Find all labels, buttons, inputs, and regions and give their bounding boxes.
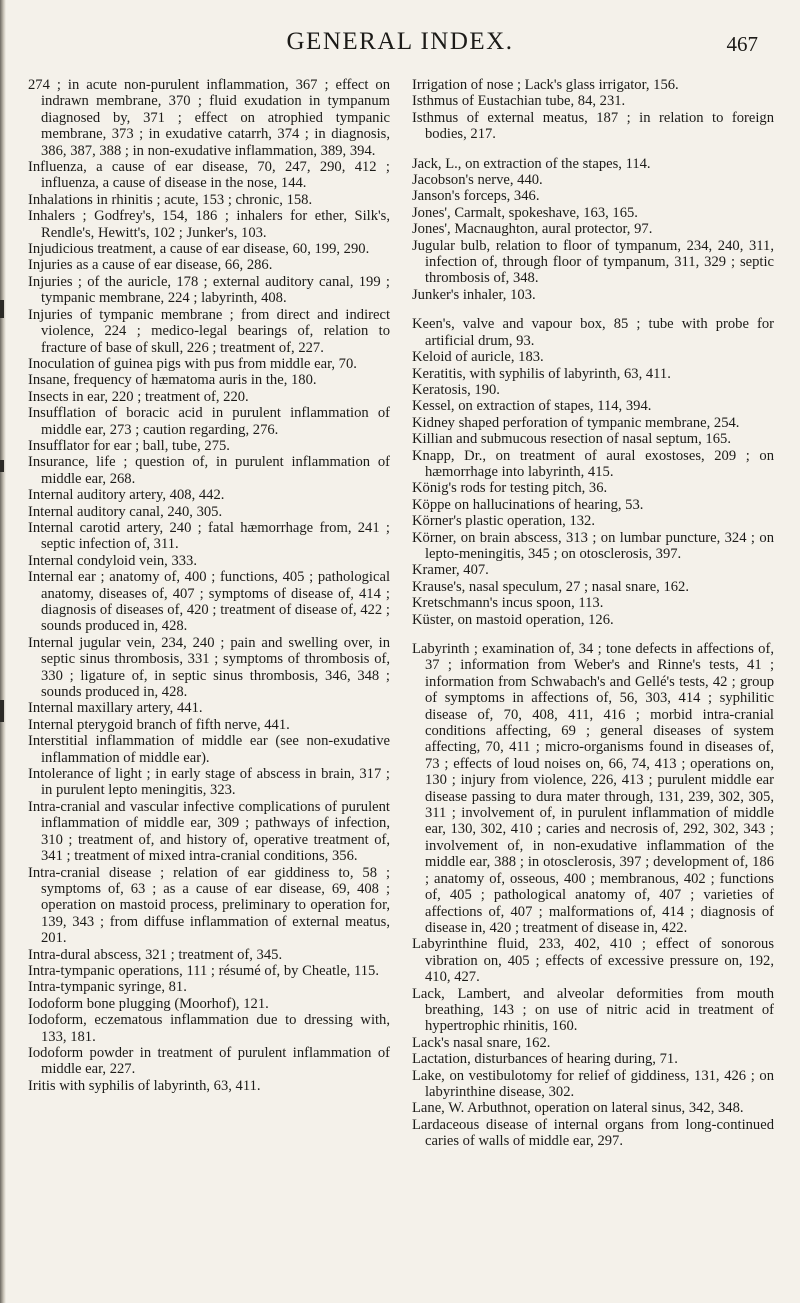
index-entry: Kramer, 407. <box>412 562 489 579</box>
index-entry: Kidney shaped perforation of tympanic membrane, 254. <box>412 414 740 431</box>
index-entry: Lactation, disturbances of hearing during, 71. <box>412 1051 678 1068</box>
index-entry: Iodoform powder in treatment of purulent inflammation of middle ear, 227. <box>28 1044 390 1078</box>
index-entry: Intra-cranial and vascular infective complications of purulent inflammation of middle ear, 309 ; pathways of infection, 310 ; treatment of, and history of, operative treatment of, 341 ; treatment of mixed intra-cranial conditions, 356. <box>28 798 390 865</box>
index-entry: König's rods for testing pitch, 36. <box>412 480 608 497</box>
index-entry: Junker's inhaler, 103. <box>412 286 536 303</box>
page-edge <box>0 0 6 1303</box>
index-entry: Injuries ; of the auricle, 178 ; external auditory canal, 199 ; tympanic membrane, 224 ; labyrinth, 408. <box>28 273 390 307</box>
index-entry: Intra-tympanic operations, 111 ; résumé of, by Cheatle, 115. <box>28 962 379 979</box>
index-entry: Intra-cranial disease ; relation of ear giddiness to, 58 ; symptoms of, 63 ; as a cause of ear disease, 69, 408 ; operation on mastoid process, preliminary to operation for, 139, 343 ; from diffuse inflammation of external meatus, 201. <box>28 864 390 947</box>
index-entry: Inoculation of guinea pigs with pus from middle ear, 70. <box>28 355 357 372</box>
index-column-right <box>412 77 774 1150</box>
index-column-left <box>28 77 390 1094</box>
index-entry: Interstitial inflammation of middle ear (see non-exudative inflammation of middle ear). <box>28 733 390 766</box>
index-entry: Lardaceous disease of internal organs from long-continued caries of walls of middle ear, 297. <box>412 1116 774 1150</box>
index-entry: Keratosis, 190. <box>412 381 500 398</box>
index-entry: Köppe on hallucinations of hearing, 53. <box>412 496 644 513</box>
index-entry: Influenza, a cause of ear disease, 70, 247, 290, 412 ; influenza, a cause of disease in the nose, 144. <box>28 159 390 192</box>
index-entry: Iritis with syphilis of labyrinth, 63, 411. <box>28 1077 261 1094</box>
section-gap <box>412 628 774 641</box>
index-entry: Küster, on mastoid operation, 126. <box>412 611 614 628</box>
index-entry: Kessel, on extraction of stapes, 114, 394. <box>412 398 652 415</box>
index-entry: Isthmus of external meatus, 187 ; in relation to foreign bodies, 217. <box>412 109 774 143</box>
index-entry: Lack's nasal snare, 162. <box>412 1034 551 1051</box>
index-entry: Keratitis, with syphilis of labyrinth, 63, 411. <box>412 365 671 382</box>
index-entry: Insufflation of boracic acid in purulent inflammation of middle ear, 273 ; caution regarding, 276. <box>28 405 390 438</box>
index-entry: Insane, frequency of hæmatoma auris in the, 180. <box>28 372 317 389</box>
index-entry: Jugular bulb, relation to floor of tympanum, 234, 240, 311, infection of, through floor of tympanum, 311, 329 ; septic thrombosis of, 348. <box>412 237 774 287</box>
index-entry: Injuries of tympanic membrane ; from direct and indirect violence, 224 ; medico-legal bearings of, relation to fracture of base of skull, 226 ; treatment of, 227. <box>28 306 390 356</box>
index-entry: Internal maxillary artery, 441. <box>28 700 203 717</box>
index-entry: Labyrinth ; examination of, 34 ; tone defects in affections of, 37 ; information from Weber's and Rinne's tests, 41 ; information from Schwabach's and Gellé's tests, 42 ; group of symptoms in affections of, 56, 303, 414 ; syphilitic disease of, 70, 408, 411, 416 ; morbid intra-cranial conditions affecting, 69 ; general diseases of system affecting, 70, 411 ; micro-organisms found in diseases of, 73 ; effects of loud noises on, 66, 74, 413 ; operations on, 130 ; injury from violence, 226, 413 ; purulent middle ear disease passing to dura mater through, 131, 239, 302, 305, 311 ; involvement of, in purulent inflammation of middle ear, 130, 302, 410 ; caries and necrosis of, 292, 302, 343 ; involvement of, in non-exudative inflammation of the middle ear, 388 ; in otosclerosis, 397 ; development of, 186 ; anatomy of, osseous, 400 ; membranous, 402 ; functions of, 405 ; pathological anatomy of, 407 ; varieties of affections of, 407 ; malformations of, 414 ; diagnosis of disease in, 420 ; treatment of disease in, 422. <box>412 641 774 936</box>
index-entry: Internal auditory artery, 408, 442. <box>28 487 225 504</box>
index-entry: Insects in ear, 220 ; treatment of, 220. <box>28 388 249 405</box>
index-entry: 274 ; in acute non-purulent inflammation, 367 ; effect on indrawn membrane, 370 ; fluid exudation in tympanum diagnosed by, 371 ; effect on atrophied tympanic membrane, 373 ; in exudative catarrh, 374 ; in diagnosis, 386, 387, 388 ; in non-exudative inflammation, 389, 394. <box>28 77 390 159</box>
index-entry: Internal pterygoid branch of fifth nerve, 441. <box>28 716 290 733</box>
index-entry: Keloid of auricle, 183. <box>412 349 544 366</box>
index-entry: Intra-tympanic syringe, 81. <box>28 979 187 996</box>
index-entry: Jones', Macnaughton, aural protector, 97. <box>412 221 653 238</box>
index-entry: Keen's, valve and vapour box, 85 ; tube with probe for artificial drum, 93. <box>412 316 774 349</box>
section-gap <box>412 303 774 316</box>
index-entry: Körner's plastic operation, 132. <box>412 513 595 530</box>
index-entry: Jacobson's nerve, 440. <box>412 172 543 189</box>
index-entry: Injuries as a cause of ear disease, 66, 286. <box>28 257 273 274</box>
index-entry: Intolerance of light ; in early stage of abscess in brain, 317 ; in purulent lepto meningitis, 323. <box>28 766 390 799</box>
index-entry: Killian and submucous resection of nasal septum, 165. <box>412 431 731 448</box>
index-entry: Internal jugular vein, 234, 240 ; pain and swelling over, in septic sinus thrombosis, 331 ; symptoms of thrombosis of, 330 ; ligature of, in septic sinus thrombosis, 346, 348 ; sounds produced in, 428. <box>28 634 390 701</box>
index-entry: Lane, W. Arbuthnot, operation on lateral sinus, 342, 348. <box>412 1100 744 1117</box>
binding-mark <box>0 300 4 318</box>
index-entry: Iodoform, eczematous inflammation due to dressing with, 133, 181. <box>28 1012 390 1045</box>
index-entry: Internal condyloid vein, 333. <box>28 552 198 569</box>
index-entry: Lack, Lambert, and alveolar deformities from mouth breathing, 143 ; on use of nitric acid in treatment of hypertrophic rhinitis, 160. <box>412 985 774 1035</box>
index-entry: Intra-dural abscess, 321 ; treatment of, 345. <box>28 946 283 963</box>
index-entry: Krause's, nasal speculum, 27 ; nasal snare, 162. <box>412 578 690 595</box>
page-header <box>0 28 800 68</box>
index-entry: Knapp, Dr., on treatment of aural exostoses, 209 ; on hæmorrhage into labyrinth, 415. <box>412 447 774 480</box>
index-entry: Labyrinthine fluid, 233, 402, 410 ; effect of sonorous vibration on, 405 ; effects of excessive pressure on, 192, 410, 427. <box>412 936 774 986</box>
index-entry: Körner, on brain abscess, 313 ; on lumbar puncture, 324 ; on lepto-meningitis, 345 ; on otosclerosis, 397. <box>412 529 774 562</box>
binding-mark <box>0 700 4 722</box>
index-entry: Internal carotid artery, 240 ; fatal hæmorrhage from, 241 ; septic infection of, 311. <box>28 519 390 553</box>
section-gap <box>412 143 774 156</box>
index-entry: Insurance, life ; question of, in purulent inflammation of middle ear, 268. <box>28 454 390 487</box>
index-entry: Irrigation of nose ; Lack's glass irrigator, 156. <box>412 77 679 93</box>
index-entry: Jack, L., on extraction of the stapes, 114. <box>412 155 651 172</box>
index-entry: Isthmus of Eustachian tube, 84, 231. <box>412 93 626 110</box>
index-entry: Janson's forceps, 346. <box>412 188 540 205</box>
index-entry: Injudicious treatment, a cause of ear disease, 60, 199, 290. <box>28 241 370 258</box>
index-entry: Inhalers ; Godfrey's, 154, 186 ; inhalers for ether, Silk's, Rendle's, Hewitt's, 102 ; Junker's, 103. <box>28 208 390 241</box>
index-entry: Jones', Carmalt, spokeshave, 163, 165. <box>412 204 638 221</box>
index-entry: Internal ear ; anatomy of, 400 ; functions, 405 ; pathological anatomy, diseases of, 407 ; symptoms of disease of, 414 ; diagnosis of diseases of, 420 ; treatment of disease of, 422 ; sounds produced in, 428. <box>28 569 390 635</box>
index-entry: Insufflator for ear ; ball, tube, 275. <box>28 437 230 454</box>
index-entry: Internal auditory canal, 240, 305. <box>28 503 223 520</box>
index-entry: Iodoform bone plugging (Moorhof), 121. <box>28 995 269 1012</box>
binding-mark <box>0 460 4 472</box>
index-entry: Kretschmann's incus spoon, 113. <box>412 595 604 612</box>
page-title: GENERAL INDEX. <box>286 28 514 55</box>
index-entry: Lake, on vestibulotomy for relief of giddiness, 131, 426 ; on labyrinthine disease, 302. <box>412 1067 774 1100</box>
page-number: 467 <box>726 32 758 56</box>
index-entry: Inhalations in rhinitis ; acute, 153 ; chronic, 158. <box>28 191 313 208</box>
